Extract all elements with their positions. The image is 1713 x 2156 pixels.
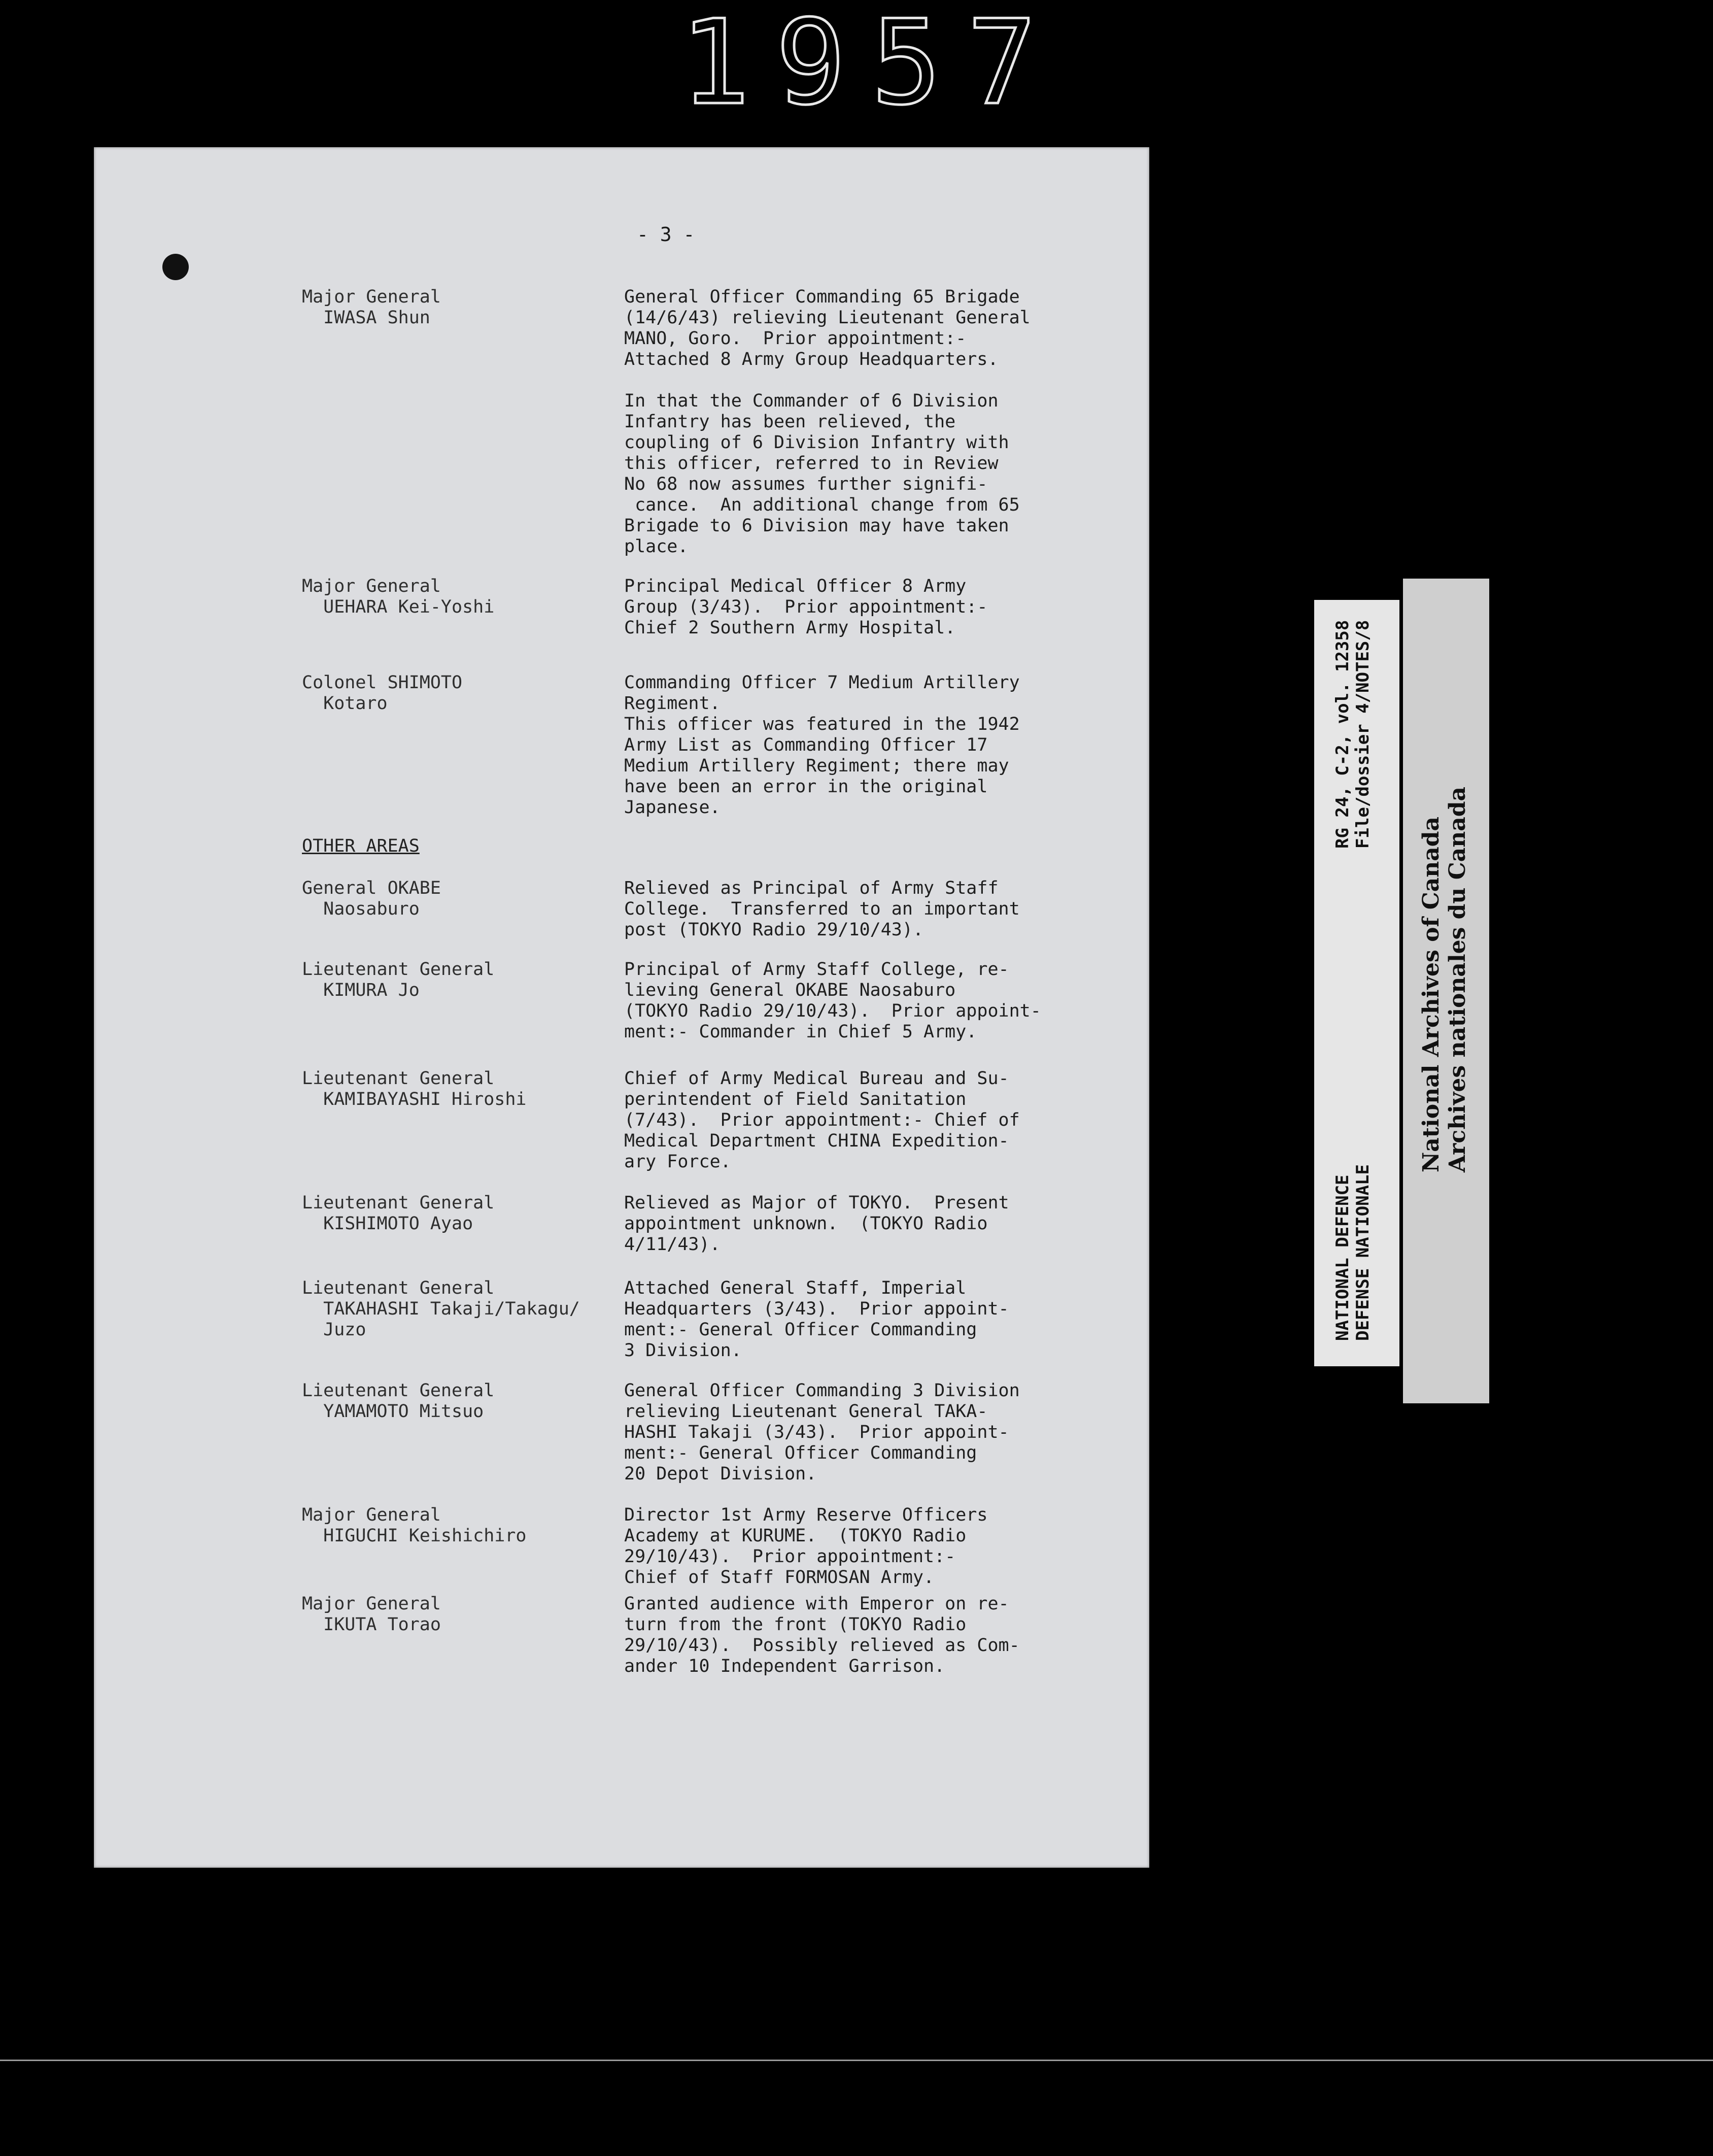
officer-description: Relieved as Principal of Army Staff College. Transferred to an important post (TOKYO Radio 29/10/43). <box>624 878 1020 940</box>
officer-description: Chief of Army Medical Bureau and Su- perintendent of Field Sanitation (7/43). Prior appointment:- Chief of Medical Department CHINA Expedition- ary Force. <box>624 1068 1020 1172</box>
section-heading: OTHER AREAS <box>302 836 420 856</box>
film-edge-line <box>0 2060 1713 2061</box>
archives-label-french: Archives nationales du Canada <box>1445 786 1470 1172</box>
officer-name: Colonel SHIMOTO Kotaro <box>302 672 463 714</box>
punch-hole <box>162 254 189 280</box>
officer-description: General Officer Commanding 65 Brigade (14/6/43) relieving Lieutenant General MANO, Goro. Prior appointment:- Attached 8 Army Group Headquarters. <box>624 287 1031 369</box>
officer-description: In that the Commander of 6 Division Infantry has been relieved, the coupling of 6 Division Infantry with this officer, referred to in Review No 68 now assumes further signifi- cance. An additional change from 65 Brigade to 6 Division may have taken place. <box>624 391 1020 557</box>
officer-name: Major General HIGUCHI Keishichiro <box>302 1505 527 1546</box>
stamp-reference-file: File/dossier 4/NOTES/8 <box>1353 620 1373 849</box>
officer-name: Lieutenant General KIMURA Jo <box>302 959 495 1000</box>
officer-description: Director 1st Army Reserve Officers Academy at KURUME. (TOKYO Radio 29/10/43). Prior appointment:- Chief of Staff FORMOSAN Army. <box>624 1505 988 1588</box>
stamp-line-english: NATIONAL DEFENCE <box>1332 1174 1353 1341</box>
officer-name: General OKABE Naosaburo <box>302 878 441 919</box>
archives-label-english: National Archives of Canada <box>1418 816 1444 1172</box>
document-page <box>94 147 1149 1868</box>
officer-name: Major General IKUTA Torao <box>302 1594 441 1635</box>
officer-description: Attached General Staff, Imperial Headquarters (3/43). Prior appoint- ment:- General Officer Commanding 3 Division. <box>624 1278 1009 1361</box>
officer-name: Lieutenant General TAKAHASHI Takaji/Takagu/ Juzo <box>302 1278 580 1340</box>
stamp-reference-volume: RG 24, C-2, vol. 12358 <box>1332 620 1353 849</box>
archive-reference-stamp <box>1314 600 1399 1366</box>
officer-name: Lieutenant General YAMAMOTO Mitsuo <box>302 1380 495 1422</box>
stamp-line-french: DEFENSE NATIONALE <box>1353 1164 1373 1341</box>
officer-description: Principal of Army Staff College, re- lieving General OKABE Naosaburo (TOKYO Radio 29/10/43). Prior appoint- ment:- Commander in Chief 5 Army. <box>624 959 1041 1042</box>
officer-description: General Officer Commanding 3 Division relieving Lieutenant General TAKA- HASHI Takaji (3/43). Prior appoint- ment:- General Officer Commanding 20 Depot Division. <box>624 1380 1020 1484</box>
officer-name: Lieutenant General KISHIMOTO Ayao <box>302 1193 495 1234</box>
archives-label <box>1403 579 1489 1403</box>
page-number: - 3 - <box>637 223 695 246</box>
officer-description: Relieved as Major of TOKYO. Present appointment unknown. (TOKYO Radio 4/11/43). <box>624 1193 1009 1255</box>
officer-name: Major General UEHARA Kei-Yoshi <box>302 576 495 617</box>
officer-name: Lieutenant General KAMIBAYASHI Hiroshi <box>302 1068 527 1109</box>
officer-description: Principal Medical Officer 8 Army Group (3/43). Prior appointment:- Chief 2 Southern Army Hospital. <box>624 576 988 638</box>
officer-name: Major General IWASA Shun <box>302 287 441 328</box>
reel-number: 1957 <box>680 0 1063 131</box>
officer-description: Granted audience with Emperor on re- turn from the front (TOKYO Radio 29/10/43). Possibly relieved as Com- ander 10 Independent Garrison. <box>624 1594 1020 1676</box>
officer-description: Commanding Officer 7 Medium Artillery Regiment. This officer was featured in the 1942 Army List as Commanding Officer 17 Medium Artillery Regiment; there may have been an error in the original Japanese. <box>624 672 1020 818</box>
